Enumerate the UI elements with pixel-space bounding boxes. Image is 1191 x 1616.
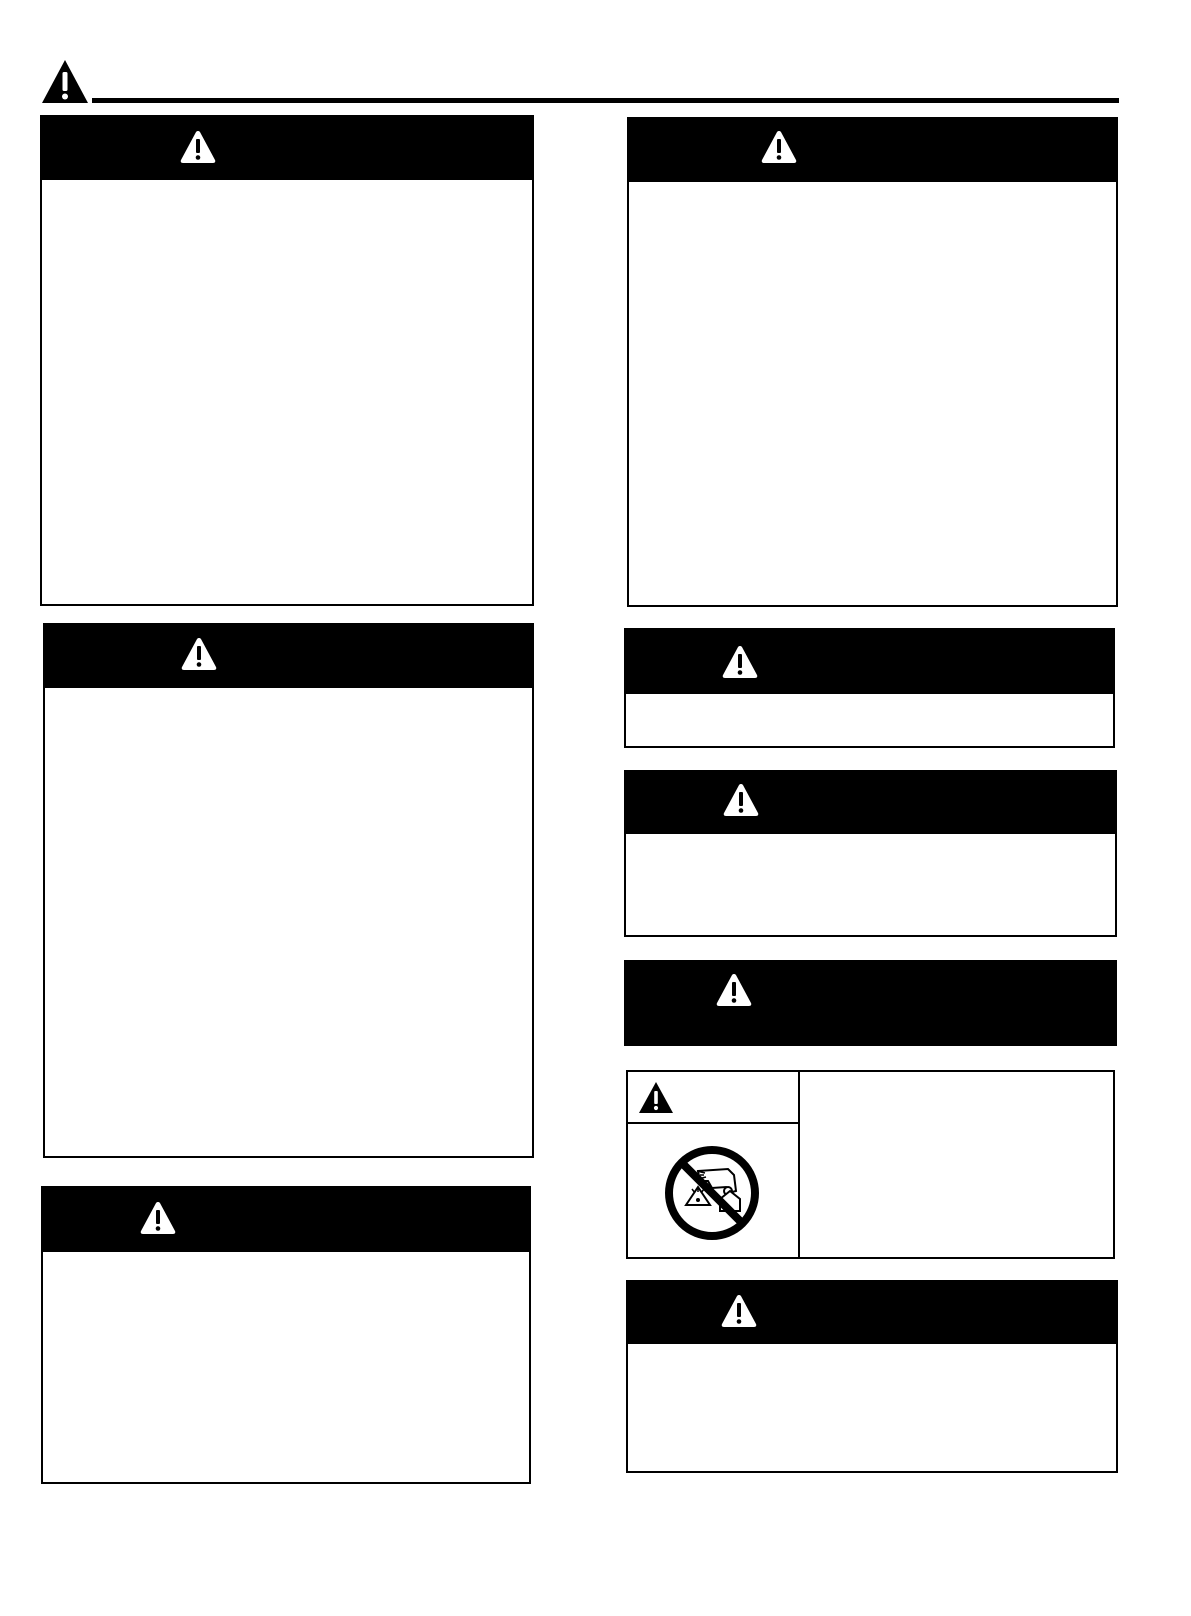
warning-panel-right-1 <box>627 117 1118 607</box>
small-warning-triangle-icon <box>638 1081 674 1114</box>
warning-panel-right-2 <box>624 628 1115 748</box>
warning-panel-right-4 <box>624 960 1117 1046</box>
warning-panel-right-3 <box>624 770 1117 937</box>
panel-header <box>629 119 1116 182</box>
warning-triangle-icon <box>760 129 798 165</box>
pictogram-panel <box>626 1070 1115 1259</box>
warning-triangle-icon <box>721 644 759 680</box>
warning-panel-left-3 <box>41 1186 531 1484</box>
pictogram-divider-vertical <box>798 1072 800 1257</box>
panel-header <box>45 625 532 688</box>
header-rule <box>92 98 1119 103</box>
warning-triangle-icon <box>722 782 760 818</box>
panel-header <box>628 1282 1116 1344</box>
warning-triangle-icon <box>715 972 753 1008</box>
no-spraying-prohibition-icon <box>664 1145 760 1241</box>
panel-header <box>626 772 1115 834</box>
warning-panel-left-2 <box>43 623 534 1158</box>
pictogram-divider-horizontal <box>628 1122 799 1124</box>
warning-triangle-icon <box>139 1200 177 1236</box>
panel-header <box>42 117 532 180</box>
warning-triangle-icon <box>180 636 218 672</box>
page-warning-icon <box>40 58 90 106</box>
warning-triangle-icon <box>179 129 217 165</box>
warning-panel-right-5 <box>626 1280 1118 1473</box>
panel-header <box>43 1188 529 1252</box>
warning-panel-left-1 <box>40 115 534 606</box>
panel-header <box>626 630 1113 694</box>
warning-triangle-icon <box>720 1293 758 1329</box>
